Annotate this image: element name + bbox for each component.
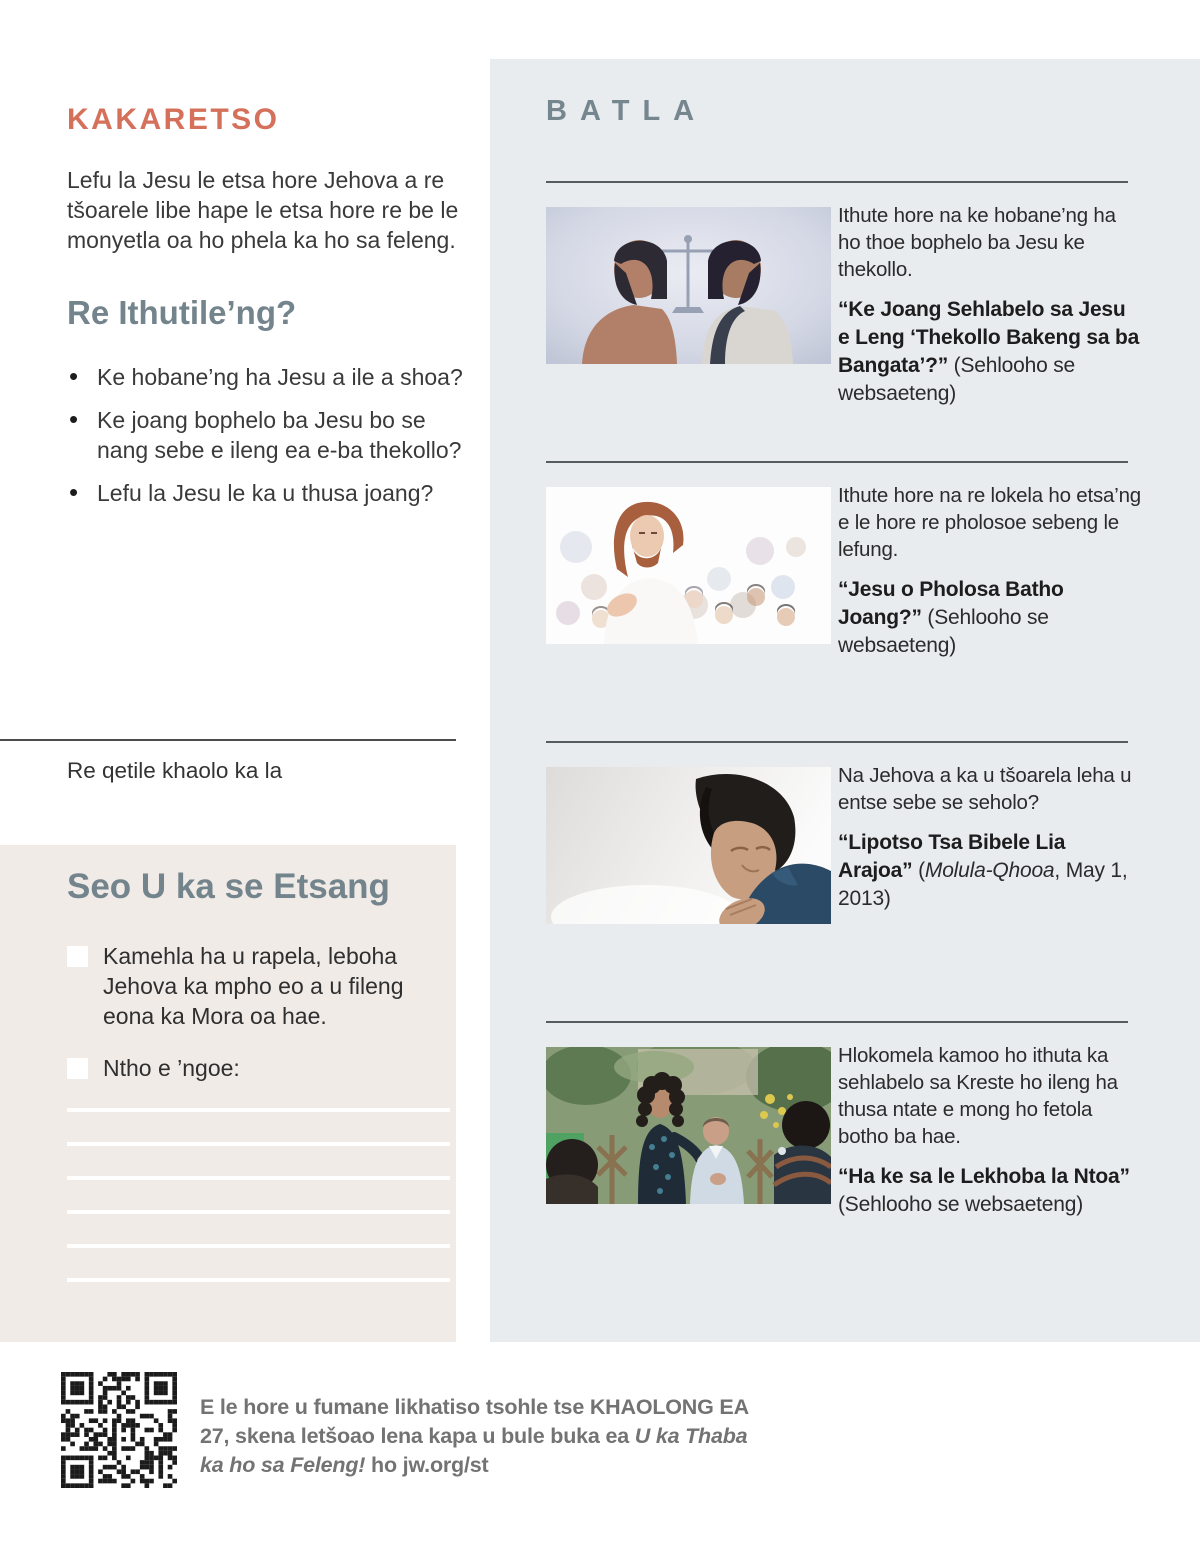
writing-line[interactable] (67, 1244, 450, 1248)
review-question: • Lefu la Jesu le ka u thusa joang? (67, 478, 467, 508)
todo-item-label: Kamehla ha u rapela, leboha Jehova ka mpho eo a u fileng eona ka Mora oa hae. (103, 943, 404, 1029)
item-source: (Sehlooho se websaeteng) (838, 1193, 1084, 1216)
batla-item (838, 482, 1142, 660)
section-divider (546, 741, 1128, 743)
todo-item-label: Ntho e ’ngoe: (103, 1055, 240, 1081)
qr-code-icon (61, 1372, 177, 1488)
section-divider (546, 1021, 1128, 1023)
item-title-line (838, 576, 1142, 660)
writing-line[interactable] (67, 1142, 450, 1146)
what-we-learned-title: Re Ithutile’ng? (67, 294, 297, 331)
chapter-completed-label: Re qetile khaolo ka la (67, 758, 283, 783)
batla-title: BATLA (546, 95, 708, 127)
footer-book-title: U ka Thaba ka ho sa Feleng! (200, 1424, 748, 1477)
writing-line[interactable] (67, 1210, 450, 1214)
review-question: • Ke hobane’ng ha Jesu a ile a shoa? (67, 362, 467, 392)
item-description: Ithute hore na re lokela ho etsa’ng e le hore re pholosoe sebeng le lefung. (838, 484, 1141, 561)
review-question-list (67, 362, 467, 521)
article-title: “Jesu o Pholosa Batho Joang?” (838, 578, 1064, 629)
item-source: ( (912, 859, 925, 882)
review-question: • Ke joang bophelo ba Jesu bo se nang sebe e ileng ea e-ba thekollo? (67, 405, 467, 465)
article-title: “Ha ke sa le Lekhoba la Ntoa” (838, 1165, 1130, 1188)
section-divider (546, 181, 1128, 183)
batla-item (838, 1042, 1142, 1219)
todo-checkbox[interactable] (67, 1058, 88, 1079)
article-title: “Lipotso Tsa Bibele Lia Arajoa” (838, 831, 1066, 882)
footer-text-part: ho jw.org/st (365, 1453, 489, 1477)
footer-text-part: E le hore u fumane likhatiso tsohle tse KHAOLONG EA 27, skena letšoao lena kapa u bule buka ea (200, 1395, 749, 1448)
item-source: , May 1, 2013) (838, 859, 1128, 910)
divider-line (0, 739, 456, 741)
man-praying-photo (546, 767, 831, 924)
writing-line[interactable] (67, 1176, 450, 1180)
item-description: Na Jehova a ka u tšoarela leha u entse sebe se seholo? (838, 764, 1132, 814)
item-title-line (838, 296, 1142, 408)
writing-line[interactable] (67, 1108, 450, 1112)
find-out-more-panel (490, 59, 1200, 1342)
jesus-welcoming-people-illustration (546, 487, 831, 644)
item-description: Hlokomela kamoo ho ithuta ka sehlabelo sa Kreste ho ileng ha thusa ntate e mong ho fetola botho ba hae. (838, 1044, 1118, 1148)
item-title-line (838, 1163, 1142, 1219)
writing-line[interactable] (67, 1278, 450, 1282)
batla-item (838, 202, 1142, 408)
two-men-back-to-back-scales-illustration (546, 207, 831, 364)
item-source: (Sehlooho se websaeteng) (838, 354, 1076, 405)
item-title-line (838, 829, 1142, 913)
what-you-can-do-box (0, 845, 456, 1342)
item-source: (Sehlooho se websaeteng) (838, 606, 1049, 657)
section-divider (546, 461, 1128, 463)
overview-title: KAKARETSO (67, 103, 280, 136)
footer-instructions (200, 1393, 752, 1480)
item-source-publication: Molula-Qhooa (924, 859, 1055, 882)
item-description: Ithute hore na ke hobane’ng ha ho thoe bophelo ba Jesu ke thekollo. (838, 204, 1116, 281)
todo-checkbox[interactable] (67, 946, 88, 967)
couple-talking-outdoors-photo (546, 1047, 831, 1204)
overview-paragraph: Lefu la Jesu le etsa hore Jehova a re tšoarele libe hape le etsa hore re be le monyetla oa ho phela ka ho sa feleng. (67, 167, 459, 253)
batla-item (838, 762, 1142, 913)
article-title: “Ke Joang Sehlabelo sa Jesu e Leng ‘Thekollo Bakeng sa ba Bangata’?” (838, 298, 1140, 377)
todo-title: Seo U ka se Etsang (67, 867, 390, 906)
